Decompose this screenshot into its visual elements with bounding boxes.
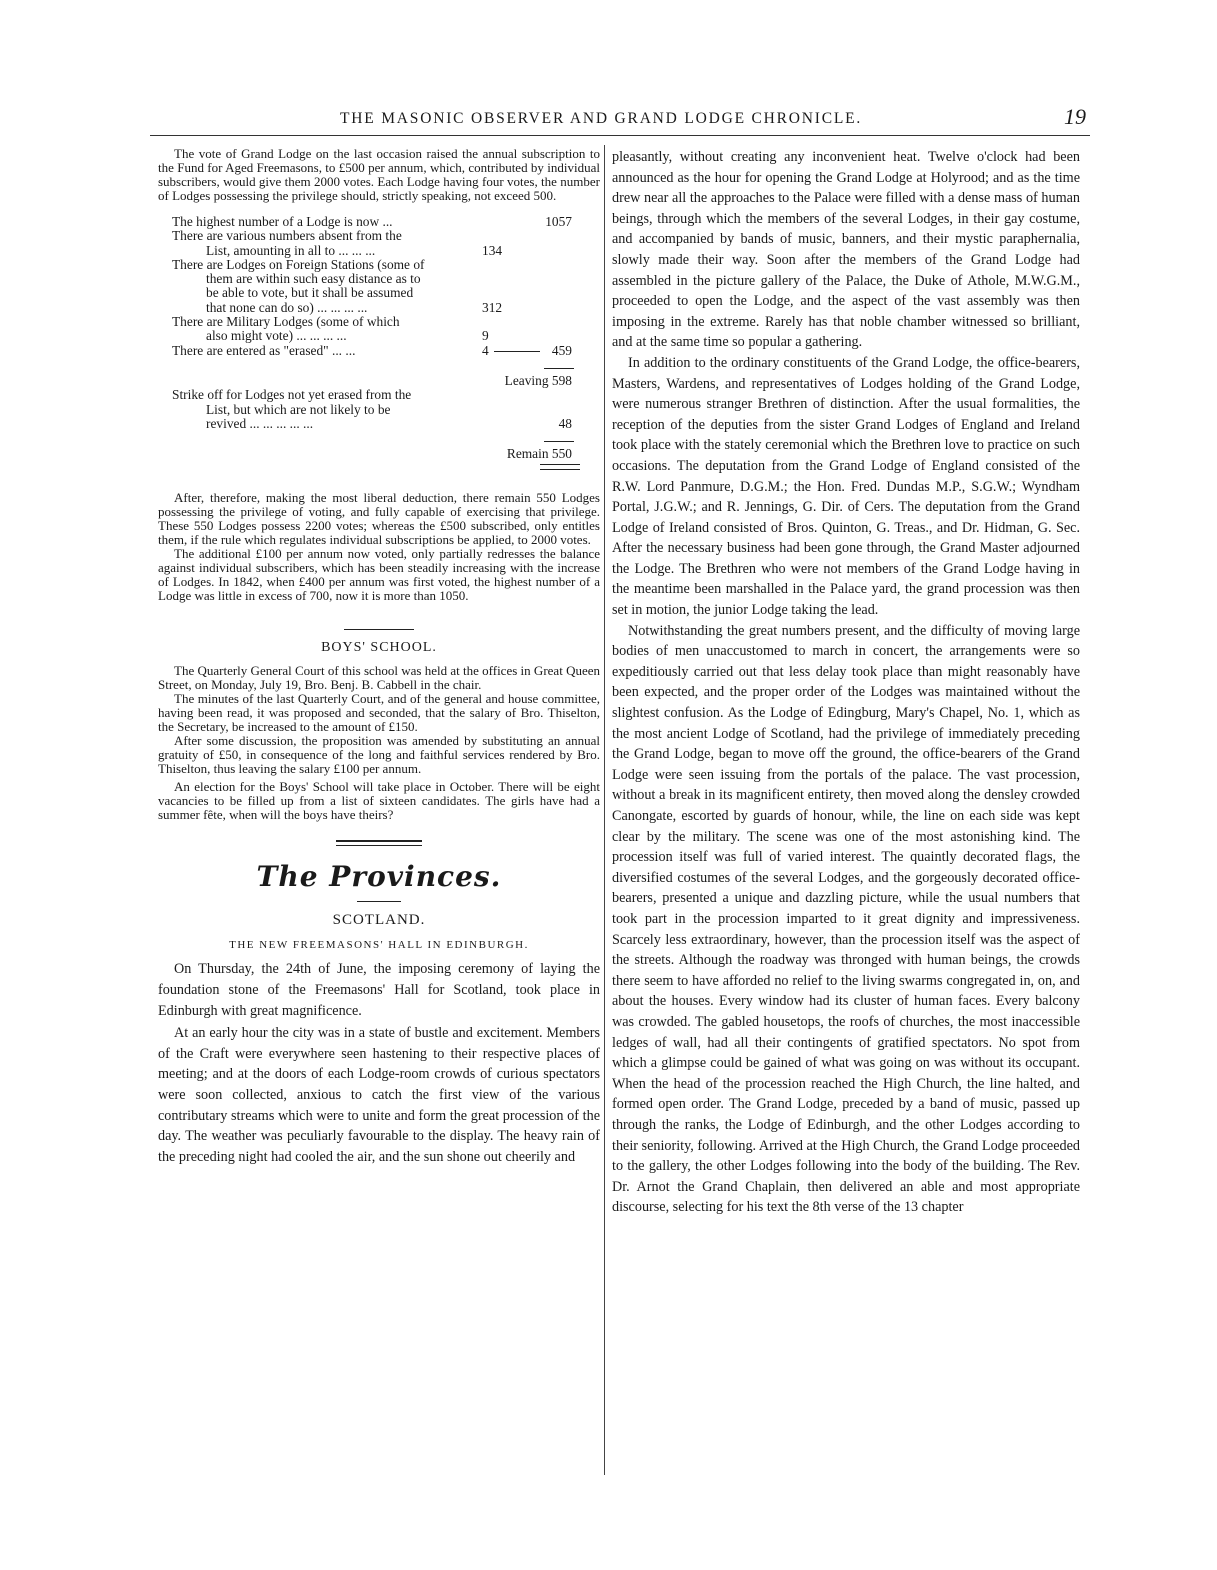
tally-row-text: revived ... ... ... ... ... [206,415,314,431]
tally-value: 9 [482,328,489,344]
provinces-heading: The Provinces. [256,860,502,894]
sum-rule [544,441,574,442]
boys-paragraph: The minutes of the last Quarterly Court, and of the general and house committee, having been read, it was proposed and seconded, that the salary of Bro. Thiselton, the Secretary, be increased to the amount of £150. [158,691,600,735]
section-rule [357,901,401,902]
left-column [158,147,600,1167]
hall-subheading: THE NEW FREEMASONS' HALL IN EDINBURGH. [229,939,529,952]
boys-paragraph: An election for the Boys' School will take place in October. There will be eight vacancies to be filled up from a list of sixteen candidates. The girls have had a summer fête, when will the boys have theirs? [158,779,600,823]
leaving-line: Leaving 598 [504,372,572,388]
streets-paragraph: Notwithstanding the great numbers present, and the difficulty of moving large bodies of men unaccustomed to march in concert, the arrangements were so expeditiously carried out that less delay took place than might reasonably have been expected, and the proper order of the Lodges was maintained without the slightest confusion. As the Lodge of Edingburg, Mary's Chapel, No. 1, which as the most ancient Lodge of Scotland, had the privilege of immediately preceding the Grand Lodge, began to move off the ground, the office-bearers of the Grand Lodge were seen issuing from the portals of the palace. The vast procession, without a break in its magnificent entirety, then moved along the densley crowded Canongate, escorted by guards of honour, while, the line on each side was kept clear by the military. The scene was one of the most astonishing kind. The procession itself was full of varied interest. The quaintly decorated flags, the diversified costumes of the several Lodges, and the gorgeously decorated office-bearers, presented a unique and dazzling picture, while the usual numbers that took part in the procession imparted to it great dignity and impressiveness. Scarcely less extraordinary, however, than the procession itself was the aspect of the streets. Although the roadway was thronged with human beings, the crowds there seem to have afforded no relief to the living swarms congregated in, on, and about the houses. Every window had its cluster of human faces. Every balcony was crowded. The gabled housetops, the roofs of churches, the most inaccessible ledges of wall, had all their contingents of gratified spectators. No spot from which a glimpse could be gained of what was going on was without its occupant. When the head of the procession reached the High Church, the line halted, and formed open order. The Grand Lodge, preceded by a band of music, passed up through the ranks, the Lodge of Edinburgh, and the other Lodges according to their seniority, following. Arrived at the High Church, the Grand Lodge proceeded to the gallery, the other Lodges following into the body of the building. The Rev. Dr. Arnot the Grand Chaplain, then delivered an able and most appropriate discourse, selecting for his text the 8th verse of the 13 chapter [612,622,1080,1216]
tally-row-text: them are within such easy distance as to [206,271,421,287]
page-header [150,104,1090,132]
tally-value: 312 [482,299,503,315]
tally-value: 134 [482,242,503,258]
tally-dash [494,351,540,352]
tally-row-text: The highest number of a Lodge is now ... [172,214,393,229]
boys-paragraph: After some discussion, the proposition was amended by substituting an annual gratuity of £50, in consequence of the long and faithful services rendered by Bro. Thiselton, thus leaving the salary £100 per annum. [158,733,600,777]
tally-row-text: List, amounting in all to ... ... ... [206,242,376,258]
page-number: 19 [1064,104,1086,129]
tally-subtotal: 459 [551,342,572,358]
tally-row-text: List, but which are not likely to be [206,401,391,417]
tally-row-text: that none can do so) ... ... ... ... [206,299,368,315]
tally-value: 4 [482,342,489,358]
tally-row-text: be able to vote, but it shall be assumed [206,285,414,301]
running-title: THE MASONIC OBSERVER AND GRAND LODGE CHRONICLE. [340,110,863,127]
section-rule [344,629,414,630]
right-column [612,147,1080,1218]
boys-paragraph: The Quarterly General Court of this school was held at the offices in Great Queen Street, on Monday, July 19, Bro. Benj. B. Cabbell in the chair. [158,663,600,693]
scotland-heading: SCOTLAND. [332,912,426,929]
tally-row-text: There are Lodges on Foreign Stations (some of [172,256,425,272]
procession-paragraph: pleasantly, without creating any inconvenient heat. Twelve o'clock had been announced as the hour for opening the Grand Lodge at Holyrood; and as the time drew near all the approaches to the Palace were filled with a dense mass of human beings, through which the members of the several Lodges, in their gay costume, and accompanied by bands of music, banners, and their mystic paraphernalia, slowly made their way. Soon after the members of the Grand Lodge had assembled in the picture gallery of the Palace, the Duke of Athole, M.W.G.M., proceeded to open the Lodge, and the aspect of the vast assembly was then imposing in the extreme. Rarely has that noble chamber witnessed so brilliant, and at the same time so popular a gathering. [612,149,1080,351]
tally-row-text: also might vote) ... ... ... ... [206,328,347,344]
sum-rule [544,368,574,369]
tally-value: 48 [558,415,572,431]
additional-paragraph: The additional £100 per annum now voted, only partially redresses the balance against individual subscribers, which has been steadily increasing with the increase of Lodges. In 1842, when £400 per annum was first voted, the highest number of a Lodge was little in excess of 700, now it is more than 1050. [158,546,600,604]
column-divider [604,145,605,1475]
scotland-paragraph: At an early hour the city was in a state of bustle and excitement. Members of the Craft were everywhere seen hastening to their respective places of meeting; and at the doors of each Lodge-room crowds of curious spectators were soon collected, anxious to catch the first view of the various contributary streams which were to unite and form the great procession of the day. The weather was peculiarly favourable to the display. The heavy rain of the preceding night had cooled the air, and the sun shone out cheerily and [158,1025,600,1165]
tally-row-text: There are various numbers absent from the [172,228,402,244]
lodge-tally-table [172,215,592,469]
scotland-paragraph: On Thursday, the 24th of June, the imposing ceremony of laying the foundation stone of the Freemasons' Hall for Scotland, took place in Edinburgh with great magnificence. [158,961,600,1019]
tally-value: 1057 [545,214,572,229]
tally-row-text: Strike off for Lodges not yet erased from the [172,387,412,403]
double-rule [540,464,580,470]
section-thick-rule [336,840,422,846]
tally-row-text: There are Military Lodges (some of which [172,314,400,330]
boys-school-heading: BOYS' SCHOOL. [321,640,437,656]
tally-row-text: There are entered as "erased" ... ... [172,342,356,358]
header-rule [150,135,1090,136]
intro-paragraph: The vote of Grand Lodge on the last occasion raised the annual subscription to the Fund for Aged Freemasons, to £500 per annum, which, contributed by individual subscribers, would give them 2000 votes. Each Lodge having four votes, the number of Lodges possessing the privilege should, strictly speaking, not exceed 500. [158,146,600,203]
deputation-paragraph: In addition to the ordinary constituents of the Grand Lodge, the office-bearers, Masters, Wardens, and representatives of Lodges holding of the Grand Lodge, were numerous stranger Brethren of distinction. After the usual formalities, the reception of the deputies from the sister Grand Lodges of England and Ireland took place with the stately ceremonial which the Brethren love to practice on such occasions. The deputation from the Grand Lodge of England consisted of the R.W. Lord Panmure, D.G.M.; the Hon. Fred. Dundas M.P., S.G.W.; Wyndham Portal, J.G.W.; and R. Jennings, G. Dir. of Cers. The deputation from the Grand Lodge of Ireland consisted of Bros. Quinton, G. Treas., and Dr. Hidman, G. Sec. After the necessary business had been gone through, the Grand Master adjourned the Lodge. The Brethren who were not members of the Grand Lodge having in the meantime been marshalled in the Palace yard, the grand procession was then set in motion, the junior Lodge taking the lead. [612,354,1080,619]
remain-value: 550 [551,446,572,462]
deduction-paragraph: After, therefore, making the most liberal deduction, there remain 550 Lodges possessing the privilege of voting, and fully capable of exercising that privilege. These 550 Lodges possess 2200 votes; whereas the £500 subscribed, only entitles them, if the rule which regulates individual subscriptions be applied, to 2000 votes. [158,490,600,548]
leaving-value: 598 [551,372,572,388]
remain-line: Remain 550 [506,446,572,462]
